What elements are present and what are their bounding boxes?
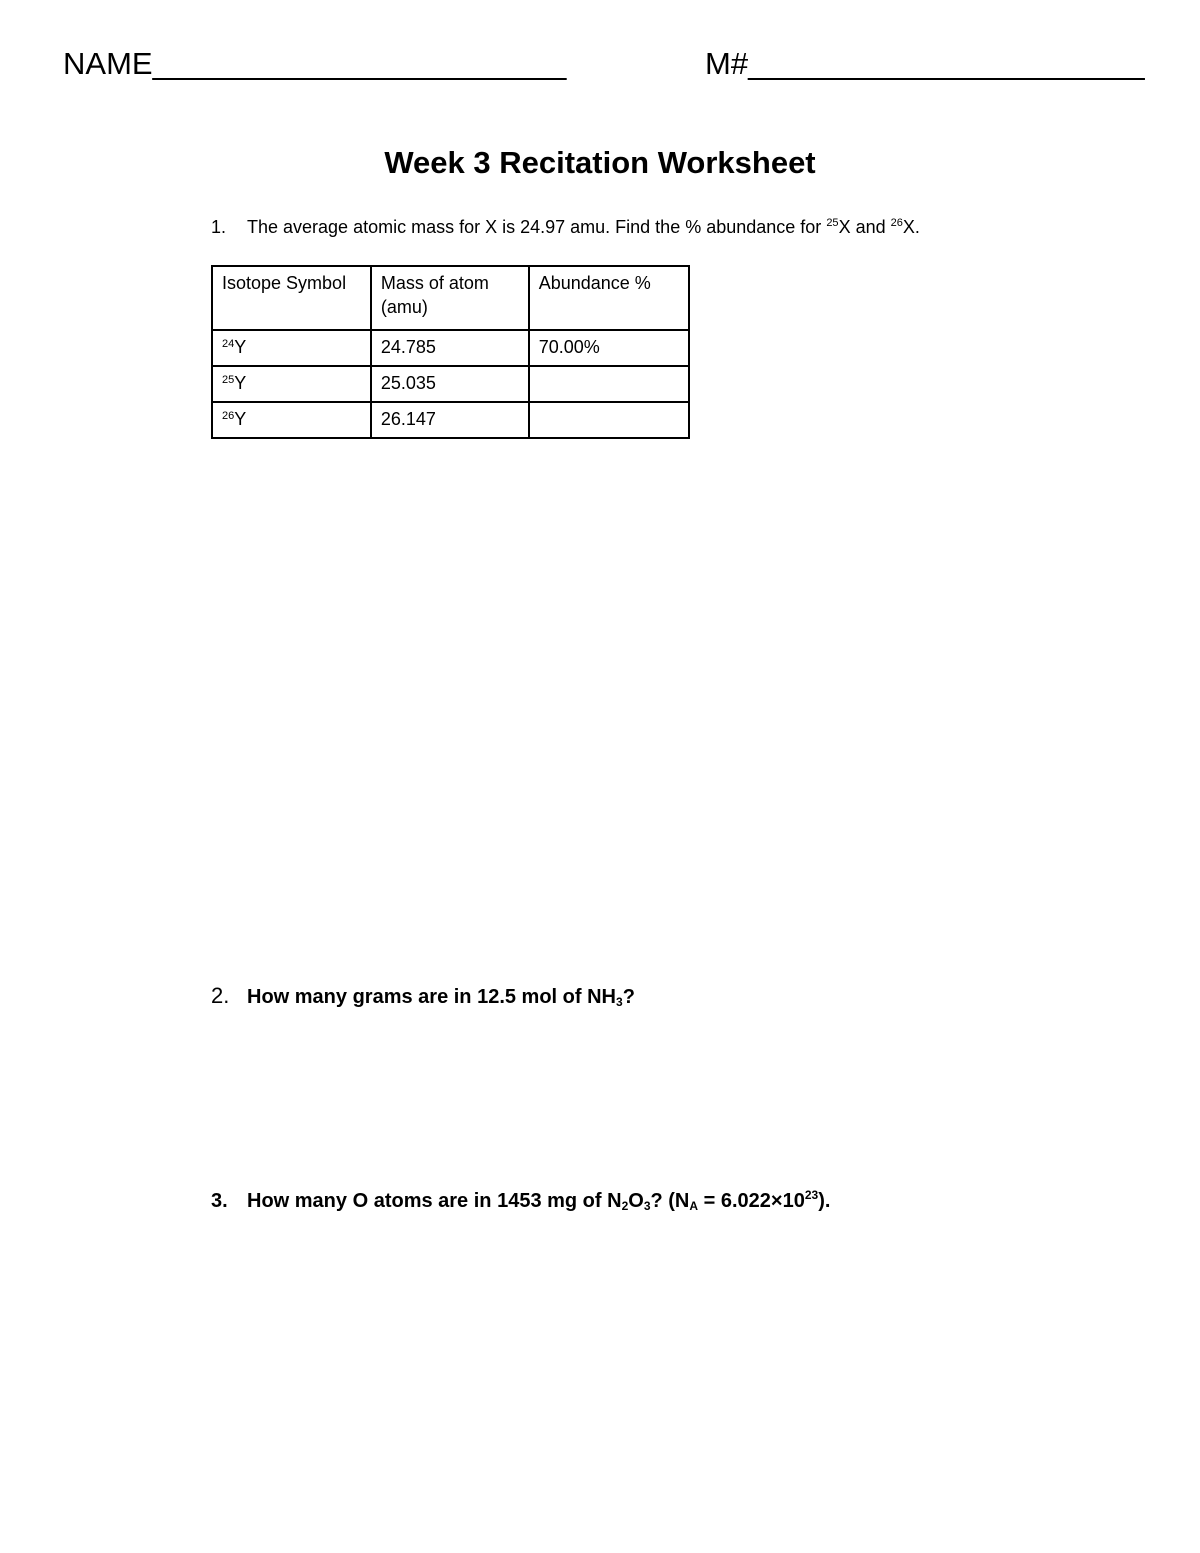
question-text: How many O atoms are in 1453 mg of N — [247, 1190, 622, 1212]
mass-cell: 26.147 — [371, 402, 529, 438]
exponent: 23 — [804, 1188, 819, 1202]
isotope-table — [211, 265, 690, 439]
mass-cell: 24.785 — [371, 330, 529, 366]
question-text: O — [628, 1190, 644, 1212]
page-title: Week 3 Recitation Worksheet — [384, 145, 816, 180]
question-1 — [211, 214, 920, 240]
isotope-mass-number: 24 — [222, 338, 235, 350]
abundance-cell[interactable]: 70.00% — [529, 330, 689, 366]
question-number: 1. — [211, 217, 227, 237]
formula-subscript: A — [689, 1199, 699, 1213]
table-header-cell: Abundance % — [529, 266, 689, 330]
question-number: 3. — [211, 1190, 228, 1212]
isotope-mass-number: 25 — [826, 217, 839, 229]
isotope-mass-number: 25 — [222, 374, 235, 386]
isotope-symbol: X — [902, 217, 915, 237]
isotope-symbol: Y — [234, 409, 247, 429]
formula-subscript: 3 — [643, 1199, 651, 1213]
mass-cell: 25.035 — [371, 366, 529, 402]
table-header-cell: Isotope Symbol — [212, 266, 371, 330]
question-text: ? — [622, 986, 635, 1008]
table-row — [212, 402, 689, 438]
formula-subscript: 2 — [621, 1199, 629, 1213]
table-header-cell: Mass of atom (amu) — [371, 266, 529, 330]
isotope-cell — [212, 330, 371, 366]
question-text: = 6.022×10 — [698, 1190, 805, 1212]
table-row — [212, 330, 689, 366]
table-row — [212, 366, 689, 402]
abundance-cell[interactable] — [529, 402, 689, 438]
m-number-field[interactable]: M#_______________________ — [705, 46, 1145, 81]
question-number: 2. — [211, 983, 230, 1008]
question-text: How many grams are in 12.5 mol of NH — [247, 986, 616, 1008]
isotope-mass-number: 26 — [222, 410, 235, 422]
question-3 — [211, 1187, 830, 1215]
question-text: ? (N — [650, 1190, 690, 1212]
formula-subscript: 3 — [616, 995, 623, 1009]
isotope-symbol: Y — [234, 373, 247, 393]
isotope-cell — [212, 402, 371, 438]
question-2 — [211, 982, 635, 1011]
isotope-symbol: X — [838, 217, 851, 237]
isotope-symbol: Y — [234, 337, 247, 357]
question-text: and — [850, 217, 891, 237]
abundance-cell[interactable] — [529, 366, 689, 402]
question-text: The average atomic mass for X is 24.97 amu. Find the % abundance for — [247, 217, 827, 237]
question-text: ). — [818, 1190, 831, 1212]
table-header-row — [212, 266, 689, 330]
isotope-mass-number: 26 — [890, 217, 903, 229]
question-text: . — [914, 217, 920, 237]
isotope-cell — [212, 366, 371, 402]
name-field[interactable]: NAME________________________ — [63, 46, 567, 81]
